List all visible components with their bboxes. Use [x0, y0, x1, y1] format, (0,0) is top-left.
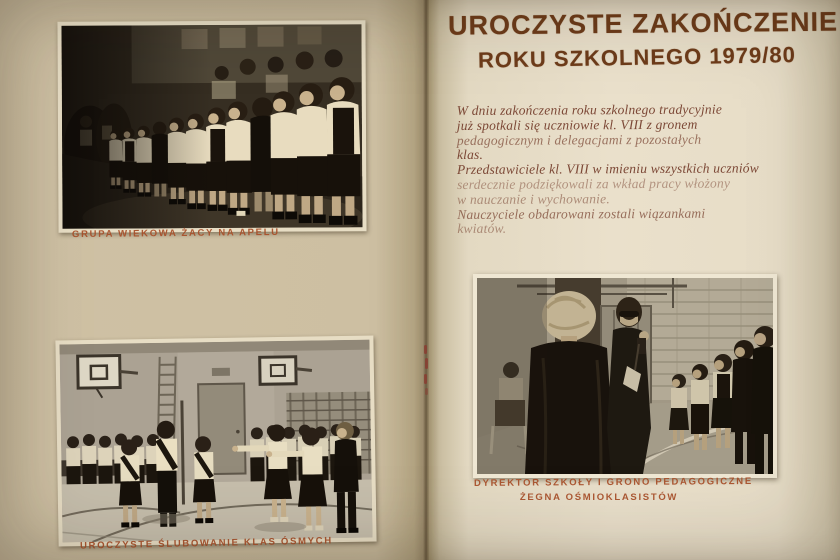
paragraph-line: klas. [456, 147, 484, 163]
paragraph-line: pedagogicznym i delegacjami z pozostałych [456, 131, 702, 148]
paragraph-line: w nauczanie i wychowanie. [457, 190, 610, 207]
photo-director-farewell [473, 274, 777, 478]
binding-stitch [424, 345, 427, 354]
page-fold [423, 0, 429, 560]
photo2-caption: UROCZYSTE ŚLUBOWANIE KLAS ÓSMYCH [79, 535, 333, 552]
window [297, 26, 321, 44]
photo3-caption-line2: ŻEGNA OŚMIOKLASISTÓW [519, 492, 679, 503]
binding-stitch [424, 374, 427, 384]
page-title-line2: ROKU SZKOLNEGO 1979/80 [477, 42, 797, 73]
binding-stitch [425, 358, 428, 369]
paragraph-line: kwiatów. [457, 221, 507, 237]
window [257, 27, 283, 47]
photo-assembly-lineup [57, 20, 366, 233]
handwritten-paragraph [457, 102, 838, 237]
assembly-lineup-scene [61, 24, 362, 229]
vent [212, 368, 230, 376]
window [219, 28, 245, 48]
paragraph-line: Nauczyciele obdarowani zostali wiązankami [457, 205, 706, 222]
photo1-caption: GRUPA WIEKOWA ŻACY NA APELU [71, 226, 280, 241]
shadow-left [477, 278, 547, 474]
binding-stitch [425, 388, 428, 395]
shadow-left [61, 25, 212, 229]
gym-floor [62, 480, 373, 543]
photo3-caption-line1: DYREKTOR SZKOŁY I GRONO PEDAGOGICZNE [473, 476, 753, 489]
gym-pledge-scene [59, 340, 372, 543]
paragraph-line: serdecznie podziękowali za wkład pracy włożony [457, 175, 731, 192]
photo-gym-pledge [55, 336, 376, 547]
director-farewell-scene [477, 278, 773, 474]
paragraph-line: już spotkali się uczniowie kl. VIII z gronem [456, 116, 698, 133]
white-sneaker [236, 211, 245, 216]
paragraph-line: W dniu zakończenia roku szkolnego tradycyjnie [456, 101, 723, 118]
paragraph-line: Przedstawiciele kl. VIII w imieniu wszystkich uczniów [456, 160, 759, 178]
page-title-line1: UROCZYSTE ZAKOŃCZENIE [447, 6, 839, 41]
